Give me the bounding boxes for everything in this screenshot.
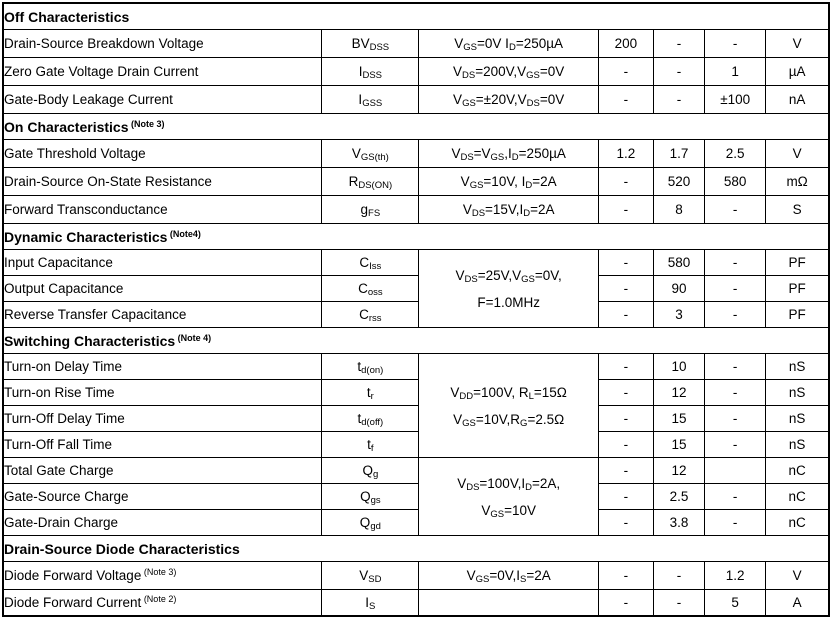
symbol-cell: $V_{GS(th)}$ [322,140,419,168]
units-cell: V [766,562,829,590]
parameter-cell: Turn-on Rise Time [3,380,322,406]
parameter-cell: Turn-on Delay Time [3,354,322,380]
units-cell: nS [766,406,829,432]
parameter-cell: Gate-Body Leakage Current [3,86,322,114]
symbol-cell: $t_f$ [322,432,419,458]
table-row [3,484,829,510]
symbol-cell: $C_{Iss}$ [322,250,419,276]
typ-cell: 3 [653,302,704,328]
table-row [3,510,829,536]
section-header-row [3,328,829,354]
conditions-cell: $V_{DS}=100V,I_D=2A$, $V_{GS}=10V$ [419,458,598,536]
max-cell [705,458,766,484]
min-cell: - [598,58,653,86]
table-row [3,250,829,276]
conditions-cell: $V_{GS}=\pm 20V,V_{DS}=0V$ [419,86,598,114]
max-cell: - [705,30,766,58]
spec-table [2,2,830,617]
conditions-cell: $V_{DD}=100V$, $R_L=15\Omega$ $V_{GS}=10V,R_G=2.5\Omega$ [419,354,598,458]
section-title: Drain-Source Diode Characteristics [3,536,829,562]
symbol-cell: $C_{oss}$ [322,276,419,302]
parameter-note: (Note 2) [141,594,177,604]
parameter-cell: Total Gate Charge [3,458,322,484]
max-cell: - [705,432,766,458]
max-cell: 1 [705,58,766,86]
max-cell: - [705,406,766,432]
parameter-cell: Gate-Drain Charge [3,510,322,536]
min-cell: 200 [598,30,653,58]
conditions-cell: $V_{GS}=0V,I_S=2A$ [419,562,598,590]
max-cell: - [705,380,766,406]
symbol-cell: $t_{d(on)}$ [322,354,419,380]
symbol-cell: $I_{DSS}$ [322,58,419,86]
parameter-cell: Gate-Source Charge [3,484,322,510]
units-cell: PF [766,276,829,302]
spec-table-body [3,3,829,616]
typ-cell: 2.5 [653,484,704,510]
units-cell: V [766,30,829,58]
parameter-cell: Forward Transconductance [3,196,322,224]
parameter-cell: Diode Forward Voltage $^{(Note 3)}$ [3,562,322,590]
min-cell: - [598,590,653,617]
units-cell: µA [766,58,829,86]
typ-cell: 10 [653,354,704,380]
units-cell: nS [766,380,829,406]
typ-cell: - [653,86,704,114]
max-cell: 2.5 [705,140,766,168]
symbol-cell: $BV_{DSS}$ [322,30,419,58]
symbol-cell: $V_{SD}$ [322,562,419,590]
parameter-cell: Turn-Off Fall Time [3,432,322,458]
typ-cell: - [653,590,704,617]
max-cell: - [705,250,766,276]
symbol-cell: $g_{FS}$ [322,196,419,224]
typ-cell: 3.8 [653,510,704,536]
symbol-cell: $Q_{gd}$ [322,510,419,536]
units-cell: nS [766,432,829,458]
section-title: Dynamic Characteristics $^{(Note4)}$ [3,224,829,250]
table-row [3,196,829,224]
max-cell: 580 [705,168,766,196]
table-row [3,380,829,406]
symbol-cell: $Q_g$ [322,458,419,484]
conditions-cell: $V_{GS}=0V$ $I_D=250\mu A$ [419,30,598,58]
section-header-row [3,536,829,562]
table-row [3,354,829,380]
table-row [3,432,829,458]
typ-cell: 12 [653,458,704,484]
max-cell: ±100 [705,86,766,114]
typ-cell: - [653,58,704,86]
max-cell: - [705,484,766,510]
min-cell: - [598,276,653,302]
table-row [3,406,829,432]
min-cell: - [598,406,653,432]
section-title: Switching Characteristics $^{(Note 4)}$ [3,328,829,354]
units-cell: mΩ [766,168,829,196]
units-cell: nS [766,354,829,380]
parameter-cell: Gate Threshold Voltage [3,140,322,168]
section-header-row [3,3,829,30]
units-cell: nC [766,458,829,484]
typ-cell: 580 [653,250,704,276]
table-row [3,458,829,484]
parameter-cell: Drain-Source On-State Resistance [3,168,322,196]
typ-cell: 520 [653,168,704,196]
table-row [3,58,829,86]
units-cell: nC [766,510,829,536]
units-cell: S [766,196,829,224]
table-row [3,86,829,114]
section-header-row [3,114,829,140]
max-cell: 5 [705,590,766,617]
symbol-cell: $Q_{gs}$ [322,484,419,510]
typ-cell: 15 [653,406,704,432]
min-cell: - [598,432,653,458]
table-row [3,168,829,196]
table-row [3,590,829,617]
symbol-cell: $t_r$ [322,380,419,406]
section-title: Off Characteristics [3,3,829,30]
min-cell: - [598,510,653,536]
parameter-cell: Reverse Transfer Capacitance [3,302,322,328]
min-cell: - [598,458,653,484]
symbol-cell: $t_{d(off)}$ [322,406,419,432]
min-cell: - [598,302,653,328]
min-cell: - [598,168,653,196]
conditions-cell: $V_{DS}=15V,I_D=2A$ [419,196,598,224]
parameter-cell: Drain-Source Breakdown Voltage [3,30,322,58]
max-cell: - [705,354,766,380]
typ-cell: 12 [653,380,704,406]
typ-cell: 8 [653,196,704,224]
datasheet-page [0,2,831,612]
min-cell: - [598,484,653,510]
section-title: On Characteristics $^{(Note 3)}$ [3,114,829,140]
section-note: (Note 4) [175,332,212,343]
units-cell: A [766,590,829,617]
parameter-note: (Note 3) [141,567,177,577]
units-cell: PF [766,302,829,328]
parameter-cell: Zero Gate Voltage Drain Current [3,58,322,86]
typ-cell: 1.7 [653,140,704,168]
min-cell: - [598,380,653,406]
units-cell: nA [766,86,829,114]
section-note: (Note 3) [128,118,165,129]
table-row [3,302,829,328]
conditions-cell: $V_{DS}=25V,V_{GS}=0V$, F=1.0MHz [419,250,598,328]
conditions-cell: $V_{DS}=200V,V_{GS}=0V$ [419,58,598,86]
conditions-cell [419,590,598,617]
typ-cell: - [653,562,704,590]
min-cell: - [598,250,653,276]
parameter-cell: Input Capacitance [3,250,322,276]
conditions-cell: $V_{DS}=V_{GS},I_D=250\mu A$ [419,140,598,168]
parameter-cell: Turn-Off Delay Time [3,406,322,432]
min-cell: 1.2 [598,140,653,168]
table-row [3,562,829,590]
symbol-cell: $I_{GSS}$ [322,86,419,114]
min-cell: - [598,196,653,224]
max-cell: - [705,276,766,302]
parameter-cell: Output Capacitance [3,276,322,302]
symbol-cell: $I_S$ [322,590,419,617]
max-cell: 1.2 [705,562,766,590]
typ-cell: 90 [653,276,704,302]
max-cell: - [705,196,766,224]
units-cell: PF [766,250,829,276]
parameter-cell: Diode Forward Current $^{(Note 2)}$ [3,590,322,617]
section-header-row [3,224,829,250]
units-cell: nC [766,484,829,510]
table-row [3,276,829,302]
symbol-cell: $R_{DS(ON)}$ [322,168,419,196]
table-row [3,30,829,58]
units-cell: V [766,140,829,168]
max-cell: - [705,302,766,328]
max-cell: - [705,510,766,536]
table-row [3,140,829,168]
section-note: (Note4) [167,228,201,239]
typ-cell: 15 [653,432,704,458]
typ-cell: - [653,30,704,58]
min-cell: - [598,562,653,590]
conditions-cell: $V_{GS}=10V$, $I_D=2A$ [419,168,598,196]
min-cell: - [598,354,653,380]
min-cell: - [598,86,653,114]
symbol-cell: $C_{rss}$ [322,302,419,328]
